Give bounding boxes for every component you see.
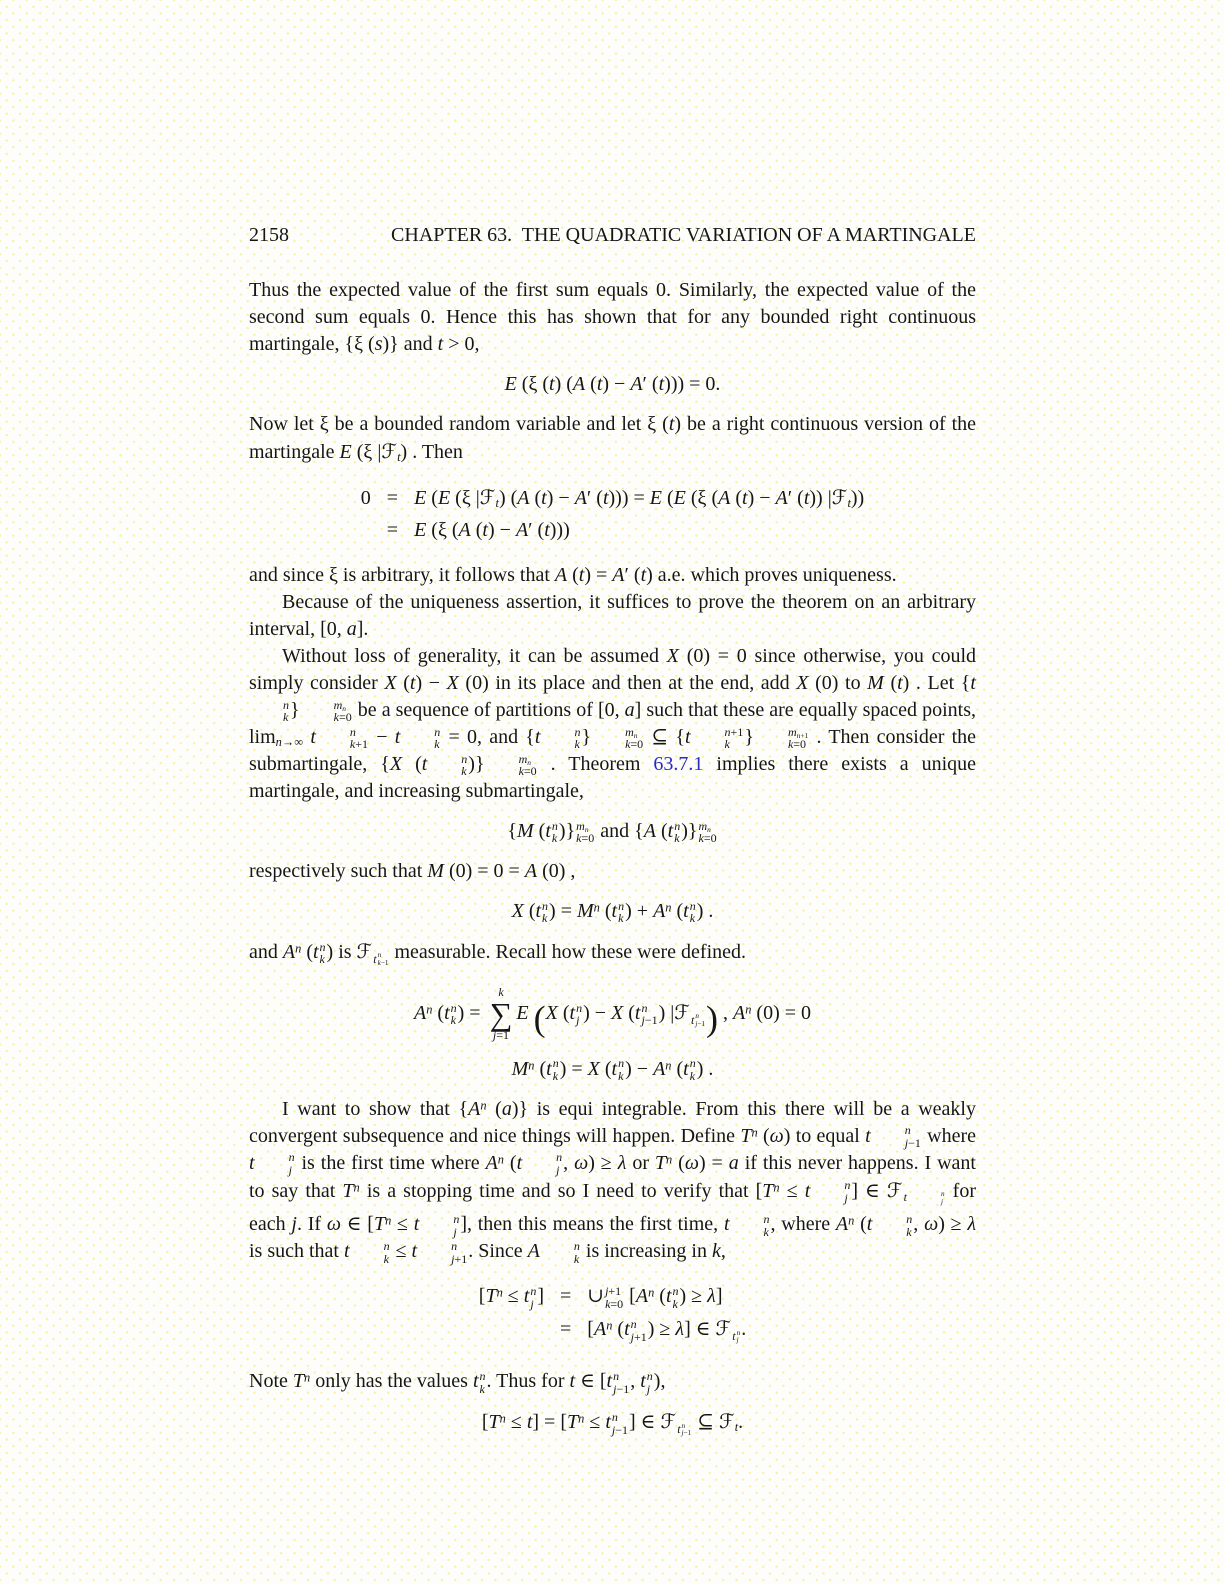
equation-4: $A^n$ (t n k ) = k ∑ j=1 E (X (t n j ) − X (t n j−1 ) |ℱ$_{t n j-1}$ ) , $A^n$ (0) = 0 bbox=[413, 984, 812, 1043]
running-header bbox=[249, 222, 976, 249]
page-number: 2158 bbox=[249, 224, 289, 246]
page-content bbox=[249, 277, 976, 1443]
theorem-ref-link[interactable]: 63.7.1 bbox=[653, 753, 704, 775]
chapter-title: CHAPTER 63. THE QUADRATIC VARIATION OF A MARTINGALE bbox=[391, 224, 976, 246]
paragraph-7: and $A^n$ (t n k ) is ℱ$_{t n k-1}$ measurable. Recall how these were defined. bbox=[249, 939, 746, 968]
text-block bbox=[249, 222, 976, 1456]
paragraph-4: Because of the uniqueness assertion, it suffices to prove the theorem on an arbitrary interval, [0, a]. bbox=[249, 591, 976, 640]
paragraph-6: respectively such that M (0) = 0 = A (0) , bbox=[249, 860, 576, 882]
paragraph-3: and since ξ is arbitrary, it follows that A (t) = A′ (t) a.e. which proves uniqueness. bbox=[249, 564, 897, 586]
paragraph-9: Note $T^n$ only has the values t n k . Thus for t ∈ [t n j−1 , t n j ), bbox=[249, 1368, 666, 1396]
paragraph-5: Without loss of generality, it can be assumed X (0) = 0 since otherwise, you could simply consider X (t) − X (0) in its place and then at the end, add X (0) to M (t) . Let {t n k } $m_n$ k=0 be a sequence of partitions of [0, a] such that these are equally spaced points, $\lim_{n\to\infty} t$ n k+1 − t n k = 0, and {t n k } $m_n$ k=0 ⊆ {t n+1 k } $m_{n+1}$ k=0 . Then consider the submartingale, {X (t n k )} $m_n$ k=0 . Theorem 63.7.1 implies there exists a unique martingale, and increasing submartingale, bbox=[249, 645, 977, 802]
paragraph-8: I want to show that {$A^n$ (a)} is equi integrable. From this there will be a weakly convergent subsequence and nice things will happen. Define $T^n$ (ω) to equal t n j−1 where t n j is the first time where $A^n$ (t n j , ω) ≥ λ or $T^n$ (ω) = a if this never happens. I want to say that $T^n$ is a stopping time and so I need to verify that [$T^n \le t$ n j ] ∈ ℱ$_{t n j}$ for each j. If ω ∈ [$T^n \le t$ n j ], then this means the first time, t n k , where $A^n$ (t n k , ω) ≥ λ is such that t n k ≤ t n j+1 . Since A n k is increasing in k, bbox=[249, 1097, 977, 1266]
equation-5: $M^n$ (t n k ) = X (t n k ) − $A^n$ (t n k ) . bbox=[511, 1056, 714, 1083]
equation-2: {M (t n k )} $m_n$ k=0 and {A (t n k )} $m_n$ k=0 bbox=[507, 818, 717, 846]
equation-array-1: 0 = E (E (ξ |ℱ$_t$) (A (t) − A′ (t))) = E (E (ξ (A (t) − A′ (t)) |ℱ$_t$)) = E (ξ (A (t) − A′ (t))) bbox=[360, 485, 865, 541]
paragraph-2: Now let ξ be a bounded random variable and let ξ (t) be a right continuous version of the martingale E (ξ |ℱ$_t$) . Then bbox=[249, 413, 976, 465]
equation-3: X (t n k ) = $M^n$ (t n k ) + $A^n$ (t n k ) . bbox=[511, 898, 714, 926]
paragraph-1: Thus the expected value of the first sum equals 0. Similarly, the expected value of the second sum equals 0. Hence this has shown that for any bounded right continuous martingale, {ξ (s)} and t > 0, bbox=[249, 279, 976, 355]
equation-array-2: [$T^n \le t$ n j ] = ∪ j+1 k=0 [$A^n$ (t n k ) ≥ λ] = [$A^n$ (t n j+1 ) ≥ λ] ∈ ℱ$_{t n j}$ . bbox=[478, 1284, 747, 1345]
equation-1: E (ξ (t) (A (t) − A′ (t))) = 0. bbox=[504, 373, 721, 395]
equation-6: $[T^n \le t] = [T^n \le t$ n j−1 ] ∈ ℱ$_{t n j-1}$ ⊆ ℱ$_t$. bbox=[481, 1409, 744, 1438]
